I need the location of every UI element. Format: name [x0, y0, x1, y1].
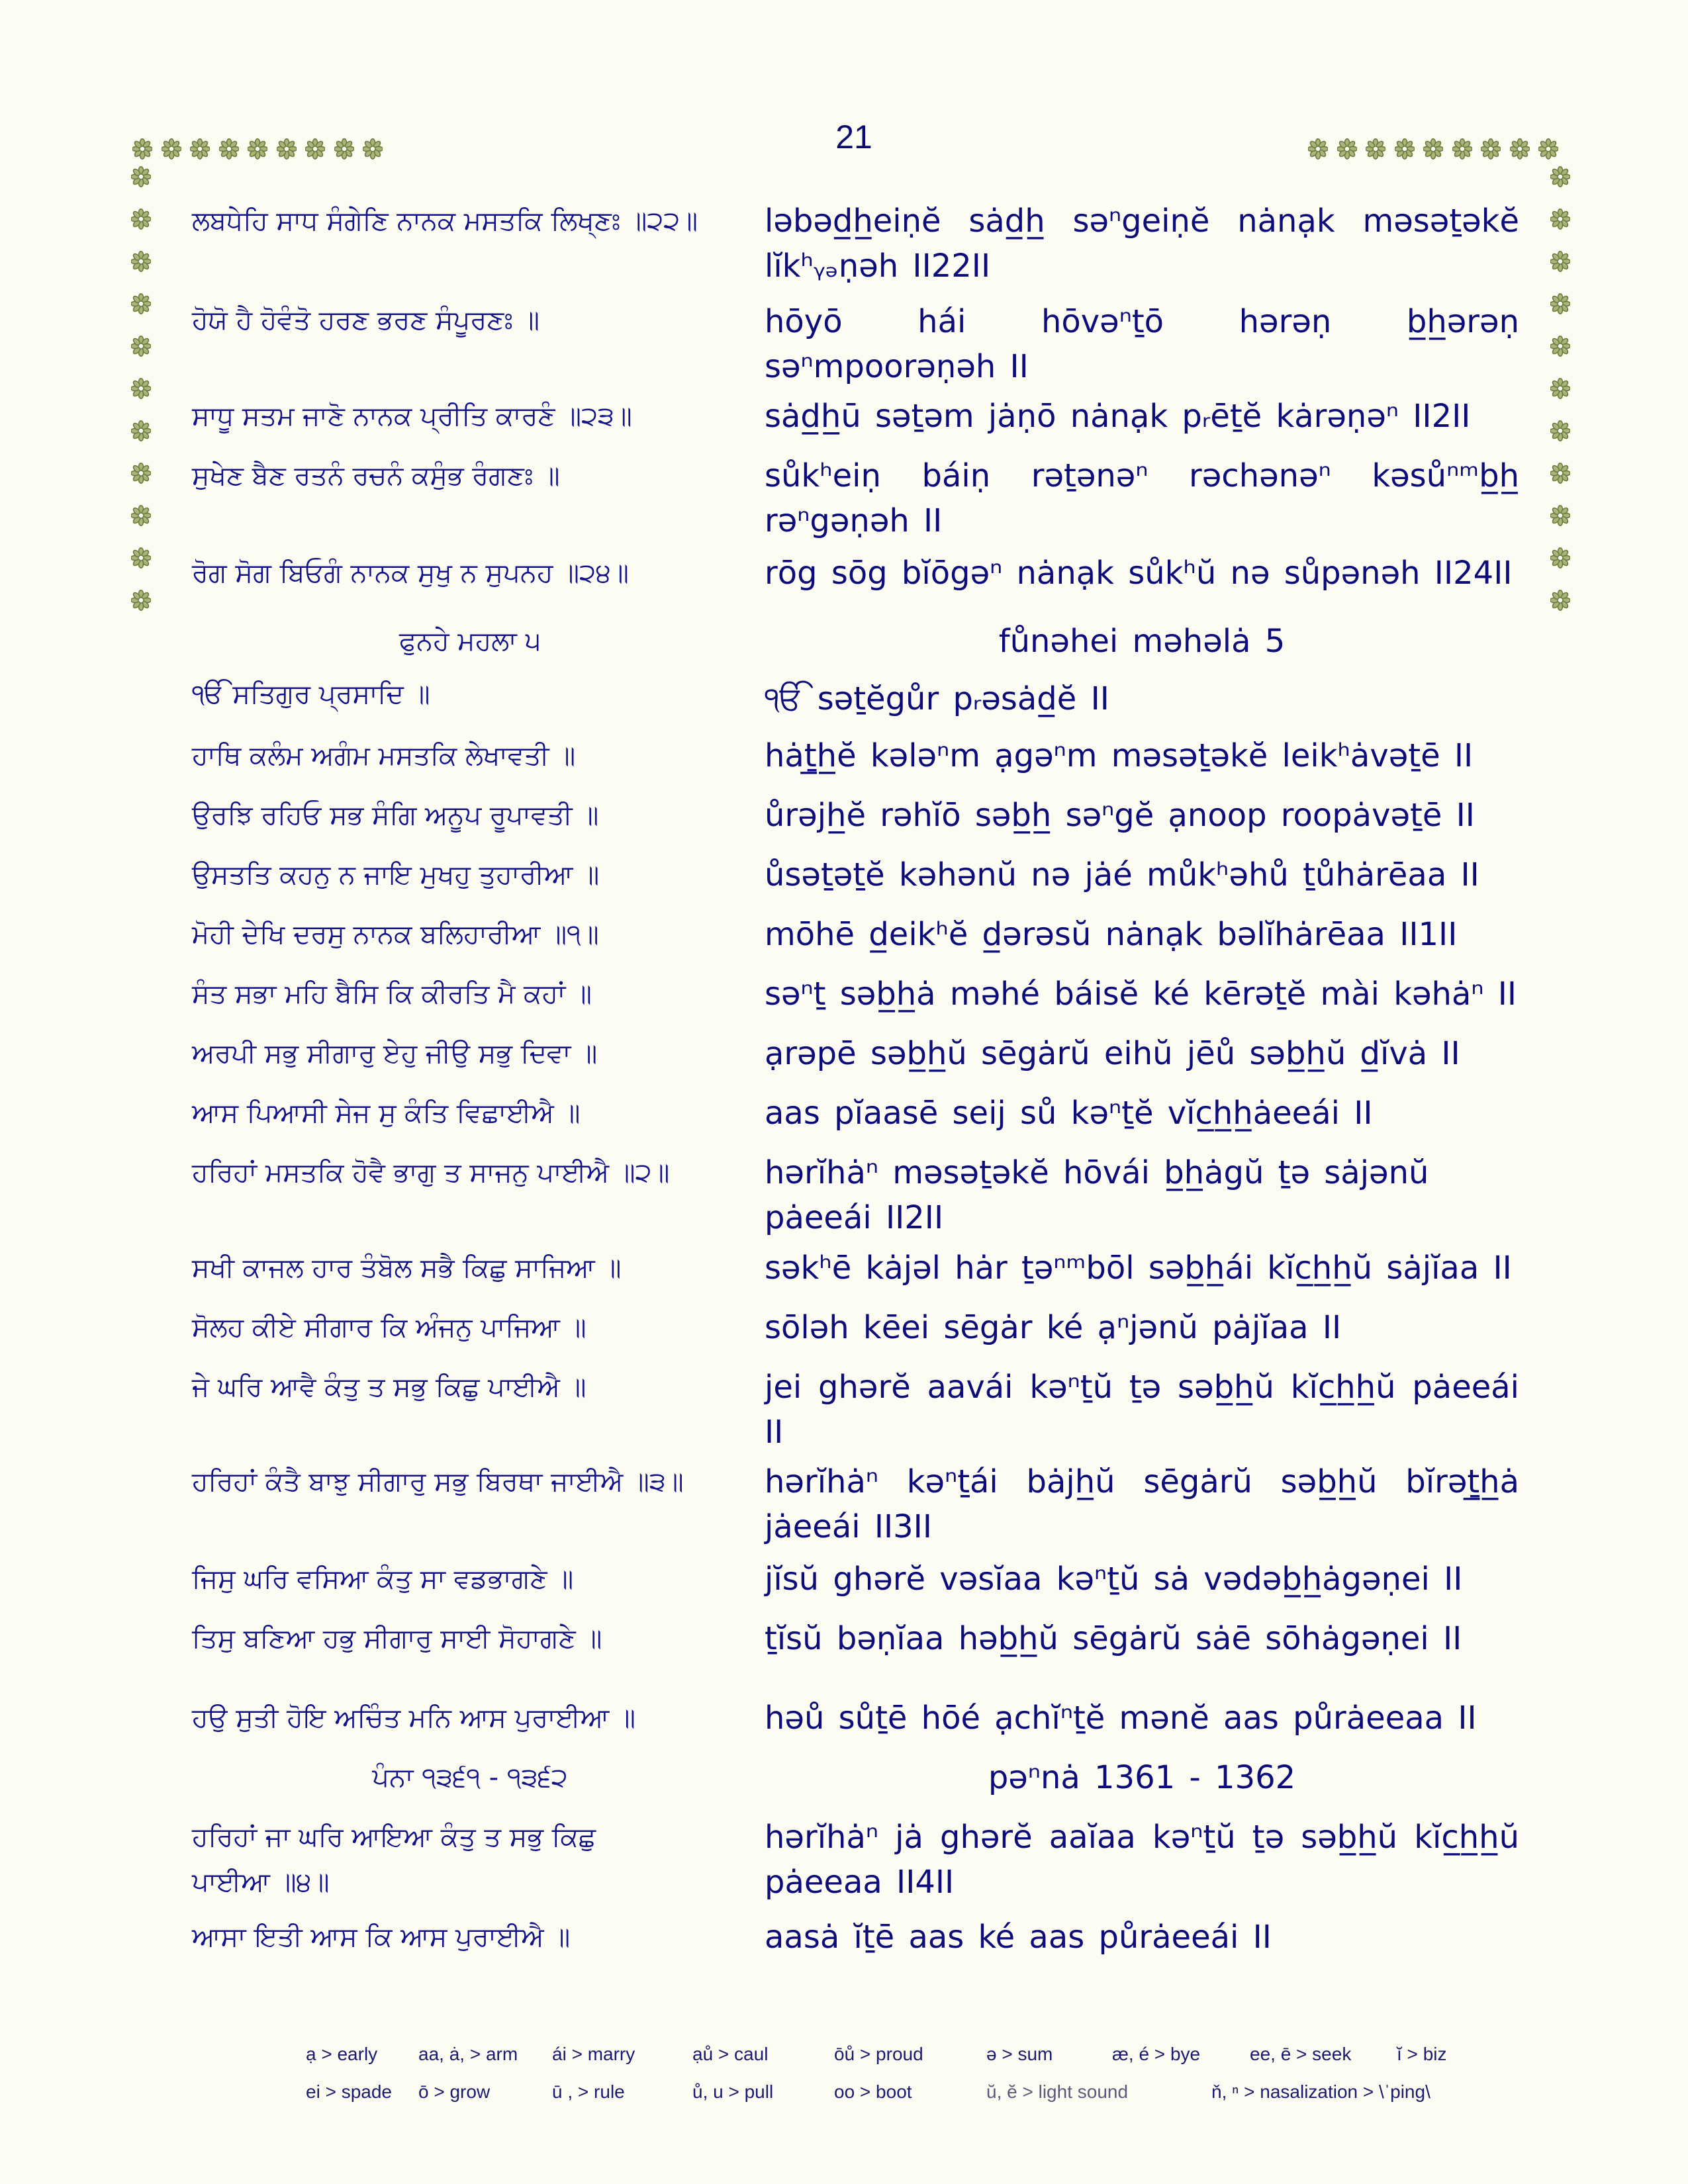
transliteration-line: səⁿṯ səb̲h̲ȧ məhé báisĕ ké kērəṯĕ mài kəhȧⁿ II [765, 976, 1517, 1013]
legend-item: ạů > caul [692, 2044, 769, 2064]
transliteration-line: ạrəpē səb̲h̲ŭ sēgȧrŭ eihŭ jēů səb̲h̲ŭ d̲ĭvȧ II [765, 1035, 1460, 1072]
legend-item: ạ > early [306, 2044, 378, 2064]
transliteration-line: ůsəṯəṯĕ kəhənŭ nə jȧé můkʰəhů ṯůhȧrēaa II [765, 856, 1479, 893]
gurmukhi-line: ਉਸਤਤਿ ਕਹਨੁ ਨ ਜਾਇ ਮੁਖਹੁ ਤੁਹਾਰੀਆ ॥ [192, 860, 600, 890]
transliteration-line: rōg sōg bĭōgəⁿ nȧnạk sůkʰŭ nə sůpənəh II24II [765, 555, 1513, 592]
flower-icon [334, 138, 354, 160]
gurmukhi-line: ਹਰਿਹਾਂ ਮਸਤਕਿ ਹੋਵੈ ਭਾਗੁ ਤ ਸਾਜਨੁ ਪਾਈਐ ॥੨॥ [192, 1158, 670, 1188]
flower-icon [1337, 138, 1357, 160]
transliteration-line: sōləh kēei sēgȧr ké ạⁿjənŭ pȧjĭaa II [765, 1309, 1342, 1346]
gurmukhi-line: ਹਉ ਸੁਤੀ ਹੋਇ ਅਚਿੰਤ ਮਨਿ ਆਸ ਪੁਰਾਈਆ ॥ [192, 1703, 635, 1733]
transliteration-line: ləbəd̲h̲eiṇĕ sȧd̲h̲ səⁿgeiṇĕ nȧnạk məsəṯəkĕ lĭkʰᵧₔṇəh II22II [765, 203, 1519, 285]
gurmukhi-line: ਲਬਧੇਹਿ ਸਾਧ ਸੰਗੇਣਿ ਨਾਨਕ ਮਸਤਕਿ ਲਿਖ੍ਣਃ ॥੨੨॥ [192, 206, 698, 236]
transliteration-line: ṯĭsŭ bəṇĭaa həb̲h̲ŭ sēgȧrŭ sȧē sōhȧgəṇei II [765, 1620, 1462, 1657]
flower-icon [1550, 208, 1570, 230]
flower-icon [1550, 165, 1570, 188]
gurmukhi-line: ਤਿਸੁ ਬਣਿਆ ਹਭੁ ਸੀਗਾਰੁ ਸਾਈ ਸੋਹਾਗਣੇ ॥ [192, 1623, 602, 1654]
flower-icon [1550, 420, 1570, 442]
gurmukhi-line: ਮੋਹੀ ਦੇਖਿ ਦਰਸੁ ਨਾਨਕ ਬਲਿਹਾਰੀਆ ॥੧॥ [192, 919, 599, 950]
flower-icon [1481, 138, 1501, 160]
gurmukhi-line: ਆਸਾ ਇਤੀ ਆਸ ਕਿ ਆਸ ਪੁਰਾਈਐ ॥ [192, 1922, 571, 1952]
flower-icon [131, 420, 151, 442]
flower-icon [131, 462, 151, 484]
flower-icon [131, 589, 151, 612]
legend-item: ĭ > biz [1397, 2044, 1447, 2064]
invocation-transliteration [765, 676, 1519, 721]
flower-icon [1366, 138, 1385, 160]
transliteration-line: mōhē d̲eikʰĕ d̲ərəsŭ nȧnạk bəlĭhȧrēaa II1II [765, 916, 1458, 953]
flower-icon [190, 138, 210, 160]
flower-icon [162, 138, 181, 160]
flower-icon [1510, 138, 1530, 160]
invocation-gurmukhi: ੴ ਸਤਿਗੁਰ ਪ੍ਰਸਾਦਿ ॥ [192, 679, 430, 709]
gurmukhi-line: ਆਸ ਪਿਆਸੀ ਸੇਜ ਸੁ ਕੰਤਿ ਵਿਛਾਈਐ ॥ [192, 1098, 581, 1128]
section-heading-transliteration: fůnəhei məhəlȧ 5 [998, 623, 1286, 660]
legend-item: aa, ȧ, > arm [418, 2044, 518, 2064]
gurmukhi-line: ਜਿਸੁ ਘਰਿ ਵਸਿਆ ਕੰਤੁ ਸਾ ਵਡਭਾਗਣੇ ॥ [192, 1564, 574, 1594]
page-reference-transliteration: pəⁿnȧ 1361 - 1362 [988, 1759, 1296, 1796]
transliteration-line: sȧd̲h̲ū səṯəm jȧṇō nȧnạk pᵣēṯĕ kȧrəṇəⁿ II2II [765, 398, 1471, 435]
flower-icon [1550, 589, 1570, 612]
legend-item: ŭ, ĕ > light sound [986, 2081, 1129, 2102]
legend-item: ə > sum [986, 2044, 1053, 2064]
flower-icon [219, 138, 239, 160]
gurmukhi-line: ਸੁਖੇਣ ਬੈਣ ਰਤਨੰ ਰਚਨੰ ਕਸੁੰਭ ਰੰਗਣਃ ॥ [192, 461, 560, 491]
transliteration-line: hōyō hái hōvəⁿṯō hərəṇ b̲h̲ərəṇ səⁿmpoorəṇəh II [765, 303, 1519, 385]
transliteration-line: hȧṯ̲h̲ĕ kələⁿm ạgəⁿm məsəṯəkĕ leikʰȧvəṯē II [765, 737, 1474, 774]
flower-icon [131, 335, 151, 357]
transliteration-line: səkʰē kȧjəl hȧr ṯəⁿᵐbōl səb̲h̲ái kĭc̲h̲h̲ŭ sȧjĭaa II [765, 1250, 1512, 1287]
gurmukhi-line: ਹੋਯੋ ਹੈ ਹੋਵੰਤੋ ਹਰਣ ਭਰਣ ਸੰਪੂਰਣਃ ॥ [192, 305, 540, 336]
invocation-text: səṯĕgůr pᵣəsȧd̲ĕ II [817, 680, 1109, 717]
transliteration-line: həů sůṯē hōé ạchĭⁿṯĕ mənĕ aas půrȧeeaa II [765, 1700, 1477, 1737]
section-heading-gurmukhi: ਫੁਨਹੇ ਮਹਲਾ ੫ [399, 626, 541, 657]
gurmukhi-line: ਅਰਪੀ ਸਭੁ ਸੀਗਾਰੁ ਏਹੁ ਜੀਉ ਸਭੁ ਦਿਵਾ ॥ [192, 1038, 598, 1069]
gurmukhi-line: ਸਖੀ ਕਾਜਲ ਹਾਰ ਤੰਬੋਲ ਸਭੈ ਕਿਛੁ ਸਾਜਿਆ ॥ [192, 1253, 622, 1283]
flower-icon [1308, 138, 1328, 160]
transliteration-line: hərĭhȧⁿ məsəṯəkĕ hōvái b̲h̲ȧgŭ ṯə sȧjənŭ pȧeeái II2II [765, 1154, 1429, 1236]
flower-icon [131, 504, 151, 527]
gurmukhi-line: ਹਰਿਹਾਂ ਜਾ ਘਰਿ ਆਇਆ ਕੰਤੁ ਤ ਸਭੁ ਕਿਛੁ ਪਾਈਆ ॥੪॥ [192, 1822, 596, 1897]
flower-icon [1395, 138, 1415, 160]
legend-item: oo > boot [834, 2081, 912, 2102]
flower-icon [363, 138, 383, 160]
flower-icon [1423, 138, 1443, 160]
transliteration-line: jĭsŭ ghərĕ vəsĭaa kəⁿṯŭ sȧ vədəb̲h̲ȧgəṇei II [765, 1561, 1463, 1598]
legend-item: ō > grow [418, 2081, 491, 2102]
flower-icon [1550, 293, 1570, 315]
flower-icon [131, 547, 151, 569]
transliteration-line: aasȧ ĭṯē aas ké aas půrȧeeái II [765, 1919, 1272, 1956]
legend-item: ū , > rule [552, 2081, 625, 2102]
flower-icon [1550, 335, 1570, 357]
legend-item: æ, é > bye [1112, 2044, 1201, 2064]
gurmukhi-line: ਸਾਧੂ ਸਤਮ ਜਾਣੋ ਨਾਨਕ ਪ੍ਰੀਤਿ ਕਾਰਣੰ ॥੨੩॥ [192, 401, 632, 432]
transliteration-line: hərĭhȧⁿ jȧ ghərĕ aaĭaa kəⁿṯŭ ṯə səb̲h̲ŭ kĭc̲h̲h̲ŭ pȧeeaa II4II [765, 1819, 1519, 1901]
legend-item: ů, u > pull [692, 2081, 774, 2102]
ik-onkar-symbol: ੴ [765, 680, 804, 717]
flower-icon [1550, 504, 1570, 527]
flower-icon [1550, 377, 1570, 400]
flower-icon [132, 138, 152, 160]
flower-icon [1550, 250, 1570, 273]
flower-icon [131, 293, 151, 315]
page-reference-gurmukhi: ਪੰਨਾ ੧੩੬੧ - ੧੩੬੨ [372, 1762, 568, 1793]
flower-icon [1550, 547, 1570, 569]
flower-icon [305, 138, 325, 160]
transliteration-line: sůkʰeiṇ báiṇ rəṯənəⁿ rəchənəⁿ kəsůⁿᵐb̲h̲ rəⁿgəṇəh II [765, 457, 1519, 539]
gurmukhi-line: ਜੇ ਘਰਿ ਆਵੈ ਕੰਤੁ ਤ ਸਭੁ ਕਿਛੁ ਪਾਈਐ ॥ [192, 1372, 586, 1402]
flower-icon [131, 208, 151, 230]
gurmukhi-line: ਰੋਗ ਸੋਗ ਬਿਓਗੰ ਨਾਨਕ ਸੁਖੁ ਨ ਸੁਪਨਹ ॥੨੪॥ [192, 558, 630, 588]
flower-icon [1550, 462, 1570, 484]
transliteration-line: hərĭhȧⁿ kəⁿṯái bȧjh̲ŭ sēgȧrŭ səb̲h̲ŭ bĭrəṯ̲h̲ȧ jȧeeái II3II [765, 1463, 1519, 1545]
gurmukhi-line: ਹਰਿਹਾਂ ਕੰਤੈ ਬਾਝੁ ਸੀਗਾਰੁ ਸਭੁ ਬਿਰਥਾ ਜਾਈਐ ॥੩॥ [192, 1467, 684, 1497]
flower-icon [1452, 138, 1472, 160]
transliteration-line: jei ghərĕ aavái kəⁿṯŭ ṯə səb̲h̲ŭ kĭc̲h̲h̲ŭ pȧeeái II [765, 1369, 1519, 1451]
gurmukhi-line: ਸੋਲਹ ਕੀਏ ਸੀਗਾਰ ਕਿ ਅੰਜਨੁ ਪਾਜਿਆ ॥ [192, 1312, 586, 1343]
transliteration-line: ůrəjh̲ĕ rəhĭō səb̲h̲ səⁿgĕ ạnoop roopȧvəṯē II [765, 797, 1475, 834]
flower-icon [277, 138, 297, 160]
flower-icon [248, 138, 267, 160]
transliteration-line: aas pĭaasē seij sů kəⁿṯĕ vĭc̲h̲h̲ȧeeái II [765, 1095, 1373, 1132]
gurmukhi-line: ਉਰਝਿ ਰਹਿਓ ਸਭ ਸੰਗਿ ਅਨੂਪ ਰੂਪਾਵਤੀ ॥ [192, 800, 599, 831]
gurmukhi-line: ਸੰਤ ਸਭਾ ਮਹਿ ਬੈਸਿ ਕਿ ਕੀਰਤਿ ਮੈ ਕਹਾਂ ॥ [192, 979, 592, 1009]
flower-icon [1538, 138, 1558, 160]
legend-item: ei > spade [306, 2081, 392, 2102]
legend-item: ň, ⁿ > nasalization > \ˈping\ [1211, 2081, 1430, 2102]
page-number: 21 [835, 118, 872, 156]
flower-icon [131, 377, 151, 400]
legend-item: ái > marry [552, 2044, 635, 2064]
legend-item: ōů > proud [834, 2044, 923, 2064]
legend-item: ee, ē > seek [1250, 2044, 1352, 2064]
flower-icon [131, 165, 151, 188]
flower-icon [131, 250, 151, 273]
gurmukhi-line: ਹਾਥਿ ਕਲੰਮ ਅਗੰਮ ਮਸਤਕਿ ਲੇਖਾਵਤੀ ॥ [192, 741, 576, 771]
